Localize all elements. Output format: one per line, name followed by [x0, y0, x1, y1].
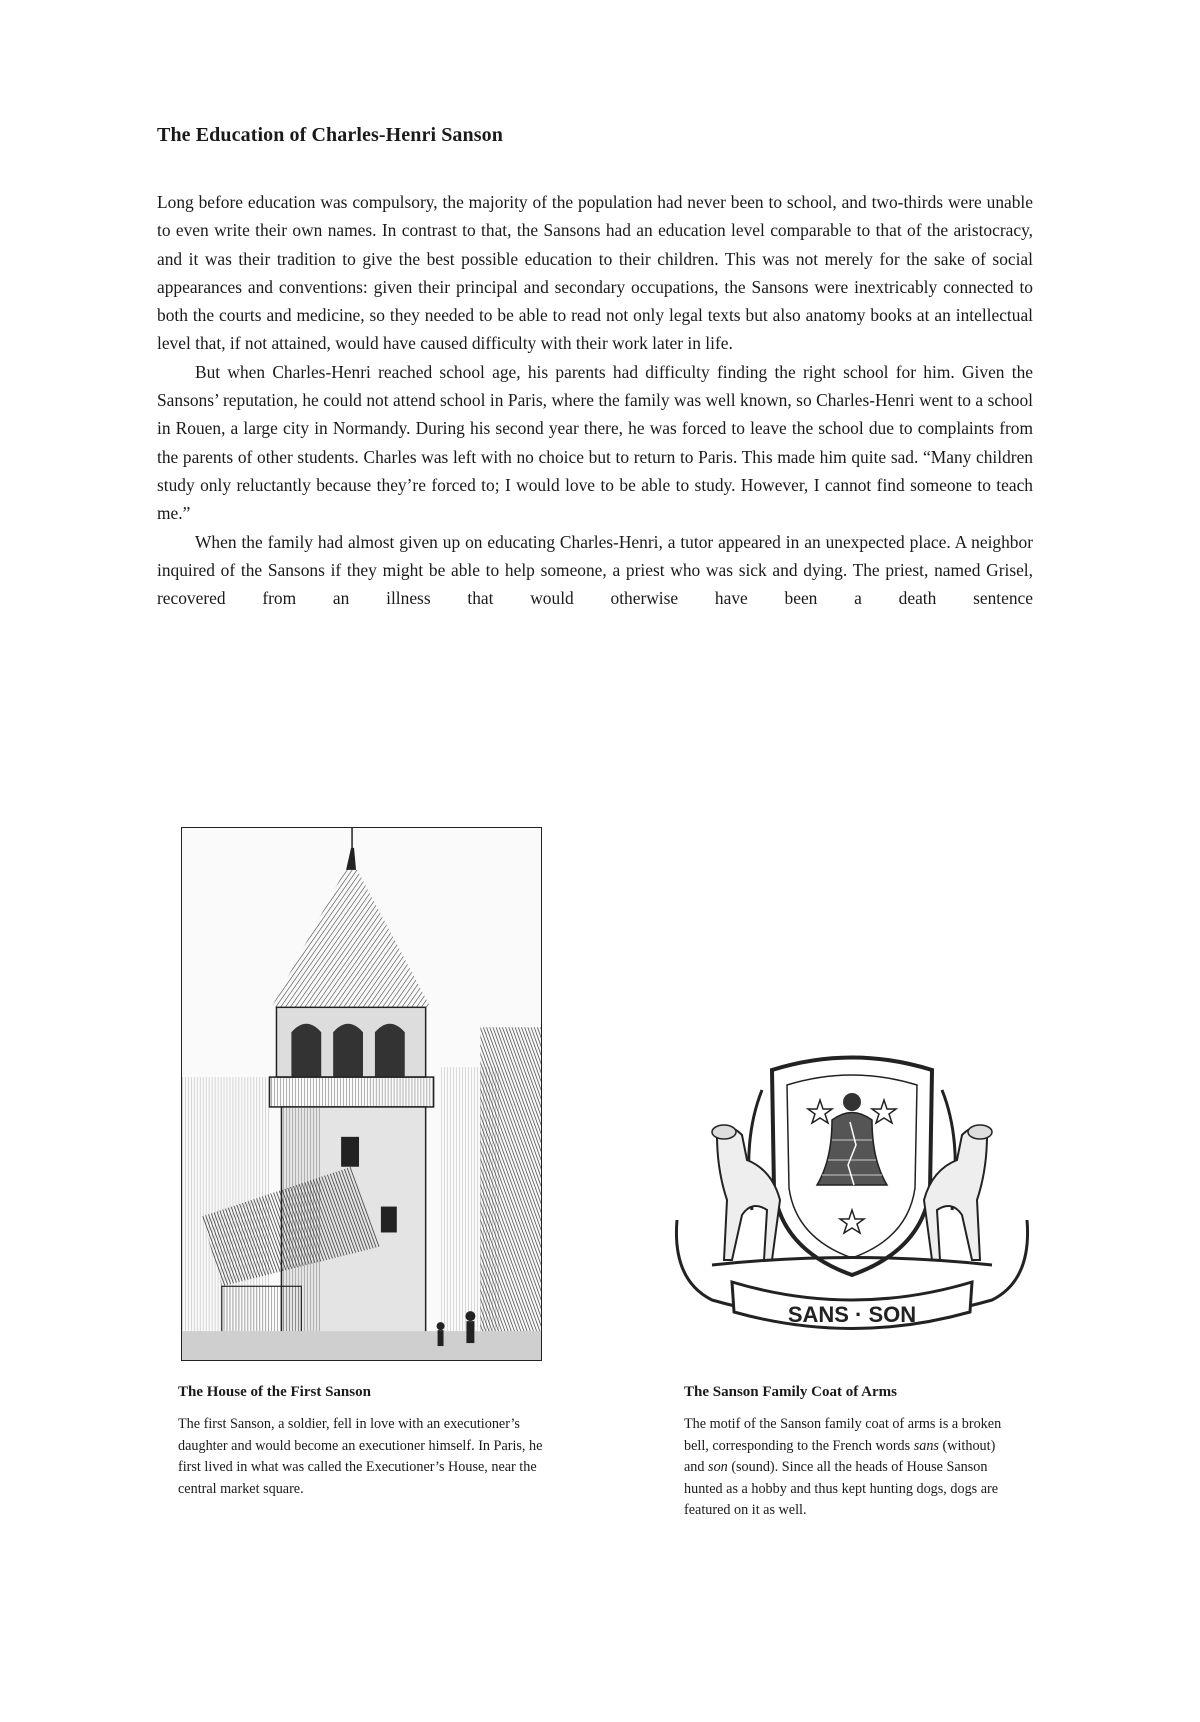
arms-caption-text-c: (sound). Since all the heads of House Sanson hunted as a hobby and thus kept hunting dogs, dogs are featured on it as well.	[684, 1459, 999, 1518]
arms-caption-word-son: son	[708, 1459, 728, 1475]
banner-motto: SANS · SON	[787, 1302, 917, 1327]
arms-caption	[684, 1384, 1014, 1522]
house-caption-title: The House of the First Sanson	[178, 1384, 371, 1400]
tower-house-engraving	[182, 828, 541, 1360]
article-title: The Education of Charles-Henri Sanson	[157, 124, 503, 146]
coat-of-arms-illustration	[672, 1050, 1032, 1362]
arms-caption-title: The Sanson Family Coat of Arms	[684, 1384, 897, 1400]
hunting-dog-left-icon	[712, 1125, 780, 1260]
house-caption	[178, 1384, 558, 1500]
hunting-dog-right-icon	[924, 1125, 992, 1260]
arms-caption-text-b: (without) and	[684, 1437, 996, 1475]
coat-of-arms-engraving	[672, 1050, 1032, 1362]
paragraph-1: Long before education was compulsory, the majority of the population had never been to school, and two-thirds were unable to even write their own names. In contrast to that, the Sansons had an education level comparable to that of the aristocracy, and it was their tradition to give the best possible education to their children. This was not merely for the sake of social appearances and conventions: given their principal and secondary occupations, the Sansons were inextricably connected to both the courts and medicine, so they needed to be able to read not only legal texts but also anatomy books at an intellectual level that, if not attained, would have caused difficulty with their work later in life.	[157, 192, 1033, 354]
paragraph-2: But when Charles-Henri reached school age, his parents had difficulty finding the right school for him. Given the Sansons’ reputation, he could not attend school in Paris, where the family was well known, so Charles-Henri went to a school in Rouen, a large city in Normandy. During his second year there, he was forced to leave the school due to complaints from the parents of other students. Charles was left with no choice but to return to Paris. This made him quite sad. “Many children study only reluctantly because they’re forced to; I would love to be able to study. However, I cannot find someone to teach me.”	[157, 361, 1033, 524]
house-illustration	[181, 827, 542, 1361]
arms-caption-text	[684, 1414, 1014, 1522]
house-caption-text: The first Sanson, a soldier, fell in love with an executioner’s daughter and would become an executioner himself. In Paris, he first lived in what was called the Executioner’s House, near the central market square.	[178, 1416, 543, 1497]
arms-caption-word-sans: sans	[913, 1437, 939, 1454]
article-body	[157, 188, 1033, 612]
paragraph-3: When the family had almost given up on educating Charles-Henri, a tutor appeared in an unexpected place. A neighbor inquired of the Sansons if they might be able to help someone, a priest who was sick and dying. The priest, named Grisel, recovered from an illness that would otherwise have been a death sentence	[157, 531, 1033, 609]
arms-caption-text-a: The motif of the Sanson family coat of arms is a broken bell, corresponding to the French words	[684, 1416, 1002, 1454]
